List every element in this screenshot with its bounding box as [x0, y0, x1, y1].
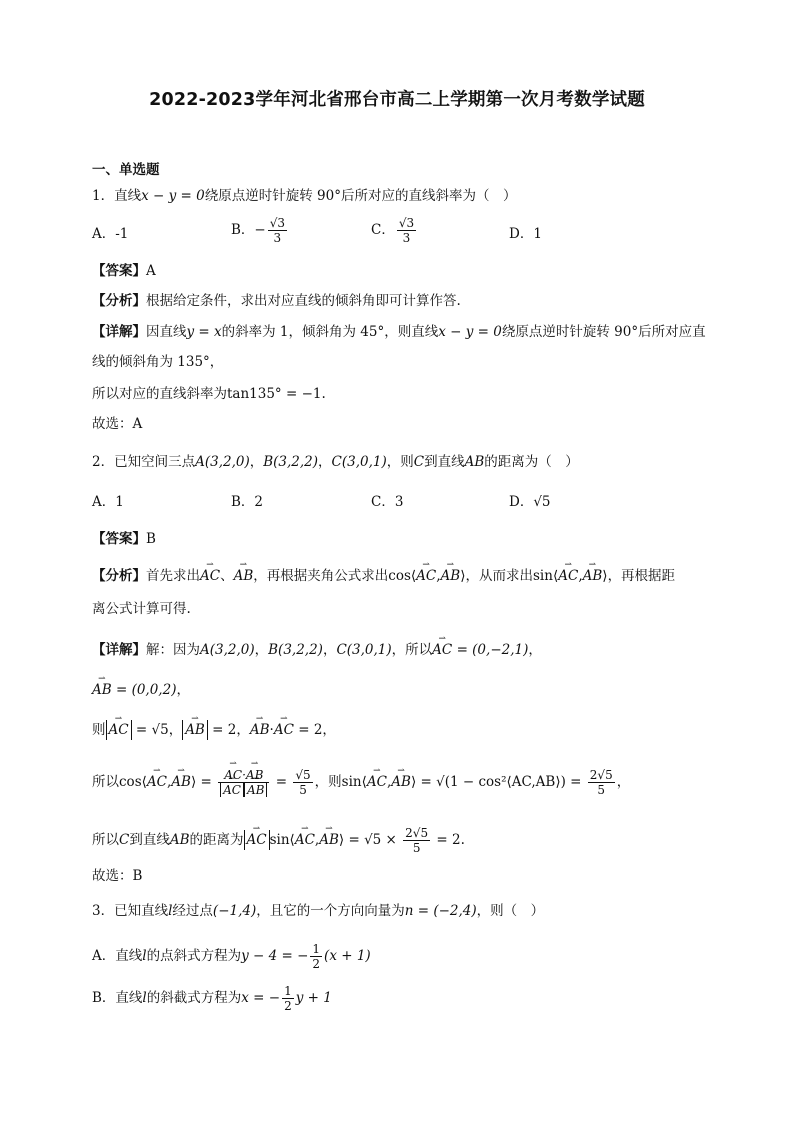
option-c: C． $\frac{√3}{3}$ — [371, 216, 415, 245]
fraction: $\frac{√5}{5}$ — [295, 768, 311, 797]
detail-line-distance: 所以C到直线AB的距离为⇀ AC sin⟨⇀ AC,⇀ AB⟩ = √5 × $\frac{2√5}{5}$ = 2. — [92, 826, 465, 855]
choice-line: 故选：A — [92, 416, 143, 432]
option-b: B．直线l的斜截式方程为x = − $\frac{1}{2}$ y + 1 — [92, 984, 332, 1013]
section-heading: 一、单选题 — [92, 162, 160, 178]
detail-line-lengths: 则⇀ AC = √5，⇀ AB = 2，⇀ AB·⇀ AC = 2， — [92, 720, 336, 740]
fraction: $\frac{2√5}{5}$ — [589, 768, 613, 797]
question-1-stem: 1．直线x − y = 0绕原点逆时针旋转 90°后所对应的直线斜率为（ ） — [92, 188, 517, 204]
option-c: C．3 — [371, 494, 404, 510]
answer-line: 【答案】A — [92, 263, 156, 279]
option-d: D．√5 — [509, 494, 551, 510]
answer-line: 【答案】B — [92, 531, 156, 547]
detail-line-2: 线的倾斜角为 135°， — [92, 354, 224, 370]
fraction: $\frac{1}{2}$ — [312, 942, 321, 971]
fraction: ⇀ AC·⇀ AB ⇀ AC⇀ AB — [218, 768, 269, 797]
fraction: $\frac{√3}{3}$ — [398, 216, 415, 245]
option-d: D．1 — [509, 226, 542, 242]
analysis-line: 【分析】首先求出⇀ AC、⇀ AB，再根据夹角公式求出cos⟨⇀ AC,⇀ AB⟩，从而求出sin⟨⇀ AC,⇀ AB⟩，再根据距 — [92, 566, 675, 586]
detail-line: 【详解】解：因为A(3,2,0)，B(3,2,2)，C(3,0,1)，所以⇀ AC = (0,−2,1)， — [92, 640, 542, 660]
choice-line: 故选：B — [92, 868, 143, 884]
option-a: A．1 — [92, 494, 124, 510]
detail-line-3: 所以对应的直线斜率为tan135° = −1. — [92, 386, 326, 402]
page-title: 2022-2023学年河北省邢台市高二上学期第一次月考数学试题 — [149, 90, 645, 110]
detail-line-cos: 所以cos⟨⇀ AC,⇀ AB⟩ = ⇀ AC·⇀ AB ⇀ AC⇀ AB = $\frac{√5}{5}$ ，则sin⟨⇀ AC,⇀ AB⟩ = √(1 − cos²⟨AC,AB⟩) = $\frac{2√5}{5}$ ， — [92, 768, 630, 797]
vector-ab: ⇀ AB — [234, 566, 254, 586]
detail-line: 【详解】因直线y = x的斜率为 1，倾斜角为 45°，则直线x − y = 0绕原点逆时针旋转 90°后所对应直 — [92, 324, 706, 340]
detail-line-ab: ⇀ AB = (0,0,2)， — [92, 680, 190, 700]
fraction: $\frac{2√5}{5}$ — [405, 826, 429, 855]
analysis-line-2: 离公式计算可得. — [92, 601, 191, 617]
question-number: 2． — [92, 454, 115, 470]
fraction: $\frac{1}{2}$ — [284, 984, 292, 1013]
option-b: B．2 — [231, 494, 264, 510]
option-a: A．直线l的点斜式方程为y − 4 = − $\frac{1}{2}$ (x + 1) — [92, 942, 371, 971]
analysis-line: 【分析】根据给定条件，求出对应直线的倾斜角即可计算作答. — [92, 293, 461, 309]
option-a: A．-1 — [92, 226, 129, 242]
option-b: B．− $\frac{√3}{3}$ — [231, 216, 286, 245]
question-number: 3． — [92, 903, 115, 919]
question-number: 1． — [92, 188, 115, 204]
math-expression: x − y = 0 — [141, 188, 205, 204]
question-2-stem: 2．已知空间三点A(3,2,0)，B(3,2,2)，C(3,0,1)，则C到直线AB的距离为（ ） — [92, 454, 579, 470]
question-3-stem: 3．已知直线l经过点(−1,4)，且它的一个方向向量为n = (−2,4)，则（ ） — [92, 903, 545, 919]
vector-ac: ⇀ AC — [200, 566, 220, 586]
fraction: $\frac{√3}{3}$ — [269, 216, 286, 245]
